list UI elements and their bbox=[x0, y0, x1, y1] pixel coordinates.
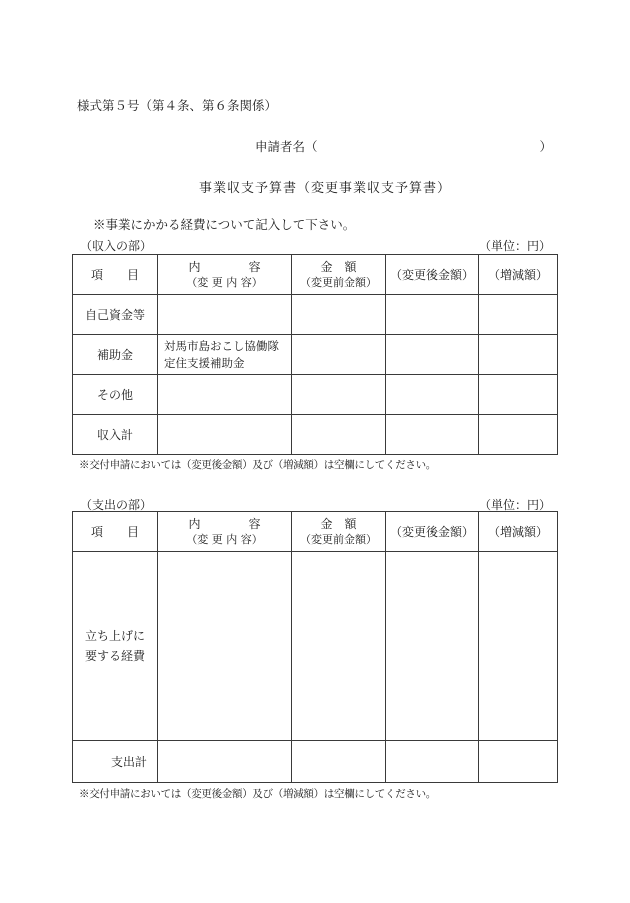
changed-amount-cell[interactable] bbox=[386, 415, 479, 455]
table-row bbox=[73, 552, 558, 741]
expense-note: ※交付申請においては（変更後金額）及び（増減額）は空欄にしてください。 bbox=[79, 788, 436, 800]
header-content bbox=[158, 512, 292, 552]
income-section-label: （収入の部） bbox=[80, 239, 153, 253]
header-amount bbox=[292, 512, 386, 552]
header-content-main: 内 容 bbox=[188, 259, 261, 274]
table-row bbox=[73, 375, 558, 415]
income-note: ※交付申請においては（変更後金額）及び（増減額）は空欄にしてください。 bbox=[79, 459, 436, 471]
changed-amount-cell[interactable] bbox=[386, 375, 479, 415]
income-total: 収入計 bbox=[73, 415, 158, 455]
expense-section-label: （支出の部） bbox=[80, 498, 153, 512]
header-amount bbox=[292, 255, 386, 295]
amount-cell[interactable] bbox=[292, 415, 386, 455]
table-row bbox=[73, 335, 558, 375]
income-unit-label: （単位：円） bbox=[478, 239, 551, 253]
difference-cell[interactable] bbox=[479, 415, 558, 455]
amount-cell[interactable] bbox=[292, 741, 386, 783]
content-cell[interactable] bbox=[158, 375, 292, 415]
header-item: 項 目 bbox=[73, 512, 158, 552]
amount-cell[interactable] bbox=[292, 335, 386, 375]
changed-amount-cell[interactable] bbox=[386, 335, 479, 375]
table-row bbox=[73, 741, 558, 783]
difference-cell[interactable] bbox=[479, 295, 558, 335]
content-cell[interactable] bbox=[158, 415, 292, 455]
header-amount-sub: （変更前金額） bbox=[300, 275, 377, 289]
amount-cell[interactable] bbox=[292, 295, 386, 335]
header-changed-amount: （変更後金額） bbox=[386, 512, 479, 552]
expense-header-row bbox=[73, 512, 558, 552]
header-amount-sub: （変更前金額） bbox=[300, 532, 377, 546]
changed-amount-cell[interactable] bbox=[386, 741, 479, 783]
expense-table bbox=[72, 511, 558, 783]
instruction-text: ※事業にかかる経費について記入して下さい。 bbox=[93, 217, 356, 232]
content-cell[interactable] bbox=[158, 741, 292, 783]
expense-unit-label: （単位：円） bbox=[478, 498, 551, 512]
expense-total: 支出計 bbox=[73, 741, 158, 783]
header-difference: （増減額） bbox=[479, 512, 558, 552]
income-item-other: その他 bbox=[73, 375, 158, 415]
header-content-sub: （変 更 内 容） bbox=[186, 275, 263, 289]
header-content-sub: （変 更 内 容） bbox=[186, 532, 263, 546]
difference-cell[interactable] bbox=[479, 741, 558, 783]
income-item-subsidy: 補助金 bbox=[73, 335, 158, 375]
income-item-own-funds: 自己資金等 bbox=[73, 295, 158, 335]
applicant-name-field[interactable] bbox=[255, 137, 552, 155]
header-amount-main: 金 額 bbox=[320, 516, 357, 531]
changed-amount-cell[interactable] bbox=[386, 552, 479, 741]
table-row bbox=[73, 415, 558, 455]
form-number: 様式第５号（第４条、第６条関係） bbox=[77, 98, 278, 113]
difference-cell[interactable] bbox=[479, 375, 558, 415]
difference-cell[interactable] bbox=[479, 552, 558, 741]
income-header-row bbox=[73, 255, 558, 295]
header-content bbox=[158, 255, 292, 295]
applicant-name-close-paren: ） bbox=[539, 139, 552, 154]
header-amount-main: 金 額 bbox=[320, 259, 357, 274]
subsidy-content-cell[interactable]: 対馬市島おこし協働隊 定住支援補助金 bbox=[158, 335, 292, 375]
header-item: 項 目 bbox=[73, 255, 158, 295]
expense-item-startup-costs: 立ち上げに 要する経費 bbox=[73, 552, 158, 741]
income-table bbox=[72, 254, 558, 455]
header-changed-amount: （変更後金額） bbox=[386, 255, 479, 295]
changed-amount-cell[interactable] bbox=[386, 295, 479, 335]
document-title: 事業収支予算書（変更事業収支予算書） bbox=[198, 181, 451, 196]
amount-cell[interactable] bbox=[292, 375, 386, 415]
header-content-main: 内 容 bbox=[188, 516, 261, 531]
content-cell[interactable] bbox=[158, 295, 292, 335]
difference-cell[interactable] bbox=[479, 335, 558, 375]
content-cell[interactable] bbox=[158, 552, 292, 741]
table-row bbox=[73, 295, 558, 335]
amount-cell[interactable] bbox=[292, 552, 386, 741]
applicant-name-label: 申請者名（ bbox=[255, 139, 318, 154]
header-difference: （増減額） bbox=[479, 255, 558, 295]
